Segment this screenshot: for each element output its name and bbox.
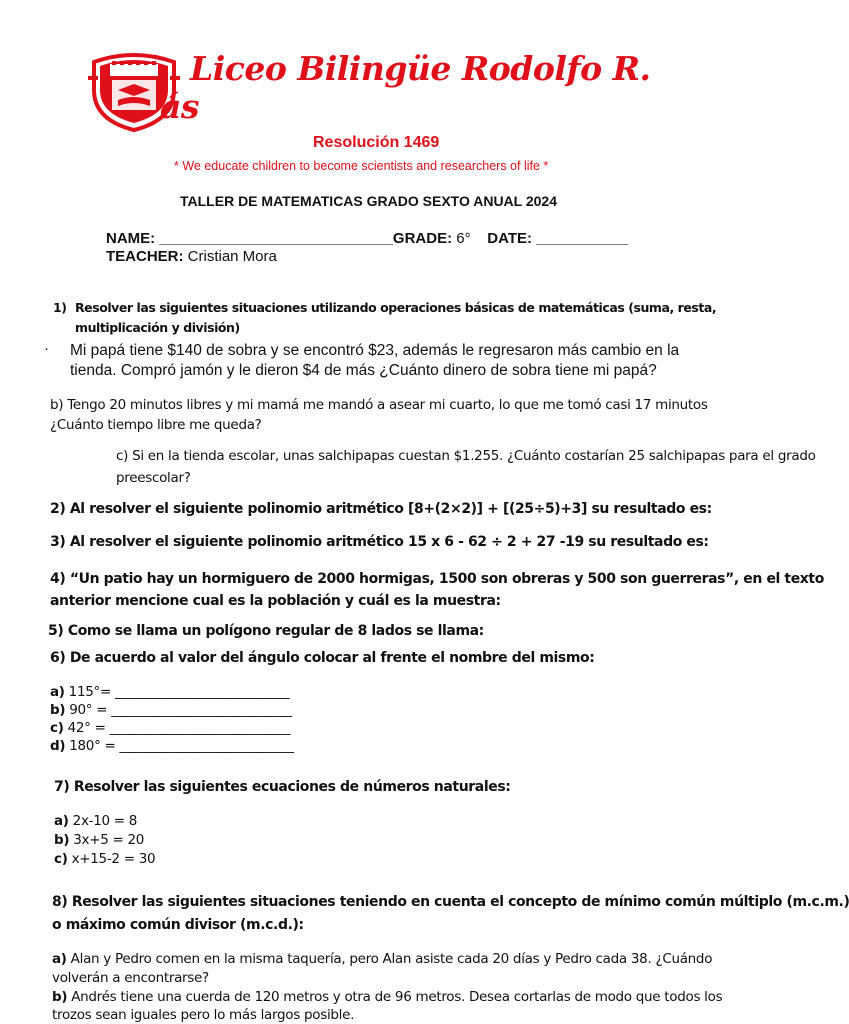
question-1c-text: c) Si en la tienda escolar, unas salchipapas cuestan $1.255. ¿Cuánto costarían 25 salchipapas para el grado (116, 448, 816, 464)
student-info-row (106, 230, 628, 247)
teacher-row (106, 248, 277, 265)
item-text: Andrés tiene una cuerda de 120 metros y otra de 96 metros. Desea cortarlas de modo que todos los (67, 989, 723, 1005)
question-2: 2) Al resolver el siguiente polinomio aritmético [8+(2×2)] + [(25÷5)+3] su resultado es: (50, 501, 712, 517)
teacher-name: Cristian Mora (183, 248, 277, 265)
grade-value: 6° (452, 230, 471, 247)
item-text: x+15-2 = 30 (67, 851, 156, 867)
equation-item-c (54, 851, 155, 867)
question-7: 7) Resolver las siguientes ecuaciones de números naturales: (54, 779, 511, 795)
item-text: 2x-10 = 8 (68, 813, 138, 829)
question-1a-text-continued: tienda. Compró jamón y le dieron $4 de más ¿Cuánto dinero de sobra tiene mi papá? (70, 362, 657, 379)
equation-item-b (54, 832, 144, 848)
item-letter: a) (52, 951, 67, 967)
item-text: 3x+5 = 20 (69, 832, 145, 848)
item-text: 42° = ____________________________ (63, 720, 291, 736)
question-1c-text-continued: preescolar? (116, 470, 191, 486)
item-text: 90° = ____________________________ (65, 702, 292, 718)
question-1-number: 1) (53, 300, 67, 315)
school-name-continued: ás (160, 87, 199, 126)
equation-item-a (54, 813, 137, 829)
grade-label: GRADE: (392, 230, 453, 247)
worksheet-title: TALLER DE MATEMATICAS GRADO SEXTO ANUAL 2024 (180, 193, 557, 209)
question-8b-text (52, 989, 722, 1005)
item-text: 180° = ___________________________ (65, 738, 294, 754)
date-field: DATE: ___________ (487, 230, 628, 247)
question-8a-text (52, 951, 712, 967)
question-1b-text: b) Tengo 20 minutos libres y mi mamá me mandó a asear mi cuarto, lo que me tomó casi 17 minutos (50, 397, 708, 413)
question-4-continued: anterior mencione cual es la población y cuál es la muestra: (50, 593, 501, 609)
question-1a-text: Mi papá tiene $140 de sobra y se encontró $23, además le regresaron más cambio en la (70, 342, 680, 359)
angle-item-b (50, 702, 292, 718)
question-8a-text-continued: volverán a encontrarse? (52, 970, 209, 986)
angle-item-c (50, 720, 290, 736)
item-letter: a) (54, 813, 69, 829)
item-letter: d) (50, 738, 66, 754)
teacher-label: TEACHER: (106, 248, 184, 265)
item-letter: a) (50, 684, 65, 700)
resolution-number: Resolución 1469 (313, 134, 440, 151)
angle-item-d (50, 738, 294, 754)
question-3: 3) Al resolver el siguiente polinomio aritmético 15 x 6 - 62 ÷ 2 + 27 -19 su resultado es: (50, 534, 709, 550)
item-letter: c) (54, 851, 68, 867)
question-5: 5) Como se llama un polígono regular de 8 lados se llama: (48, 623, 484, 639)
name-field: NAME: ____________________________ (106, 230, 393, 247)
question-1-text: Resolver las siguientes situaciones utilizando operaciones básicas de matemáticas (suma, resta, (75, 300, 717, 315)
question-4: 4) “Un patio hay un hormiguero de 2000 hormigas, 1500 son obreras y 500 son guerreras”, en el texto (50, 571, 824, 587)
school-name: Liceo Bilingüe Rodolfo R. (190, 49, 651, 88)
question-1b-text-continued: ¿Cuánto tiempo libre me queda? (50, 417, 262, 433)
question-8: 8) Resolver las siguientes situaciones teniendo en cuenta el concepto de mínimo común múltiplo (m.c.m.) (52, 894, 849, 910)
item-letter: b) (52, 989, 68, 1005)
item-text: 115°= ___________________________ (64, 684, 290, 700)
question-1-text-continued: multiplicación y división) (75, 320, 240, 335)
school-motto: * We educate children to become scientists and researchers of life * (174, 159, 549, 173)
angle-item-a (50, 684, 289, 700)
item-letter: b) (50, 702, 66, 718)
item-text: Alan y Pedro comen en la misma taquería, pero Alan asiste cada 20 días y Pedro cada 38. ¿Cuándo (66, 951, 713, 967)
question-8b-text-continued: trozos sean iguales pero lo más largos posible. (52, 1007, 355, 1023)
question-8-continued: o máximo común divisor (m.c.d.): (52, 917, 304, 933)
bullet: · (44, 340, 49, 357)
item-letter: c) (50, 720, 64, 736)
question-6: 6) De acuerdo al valor del ángulo colocar al frente el nombre del mismo: (50, 650, 595, 666)
item-letter: b) (54, 832, 70, 848)
